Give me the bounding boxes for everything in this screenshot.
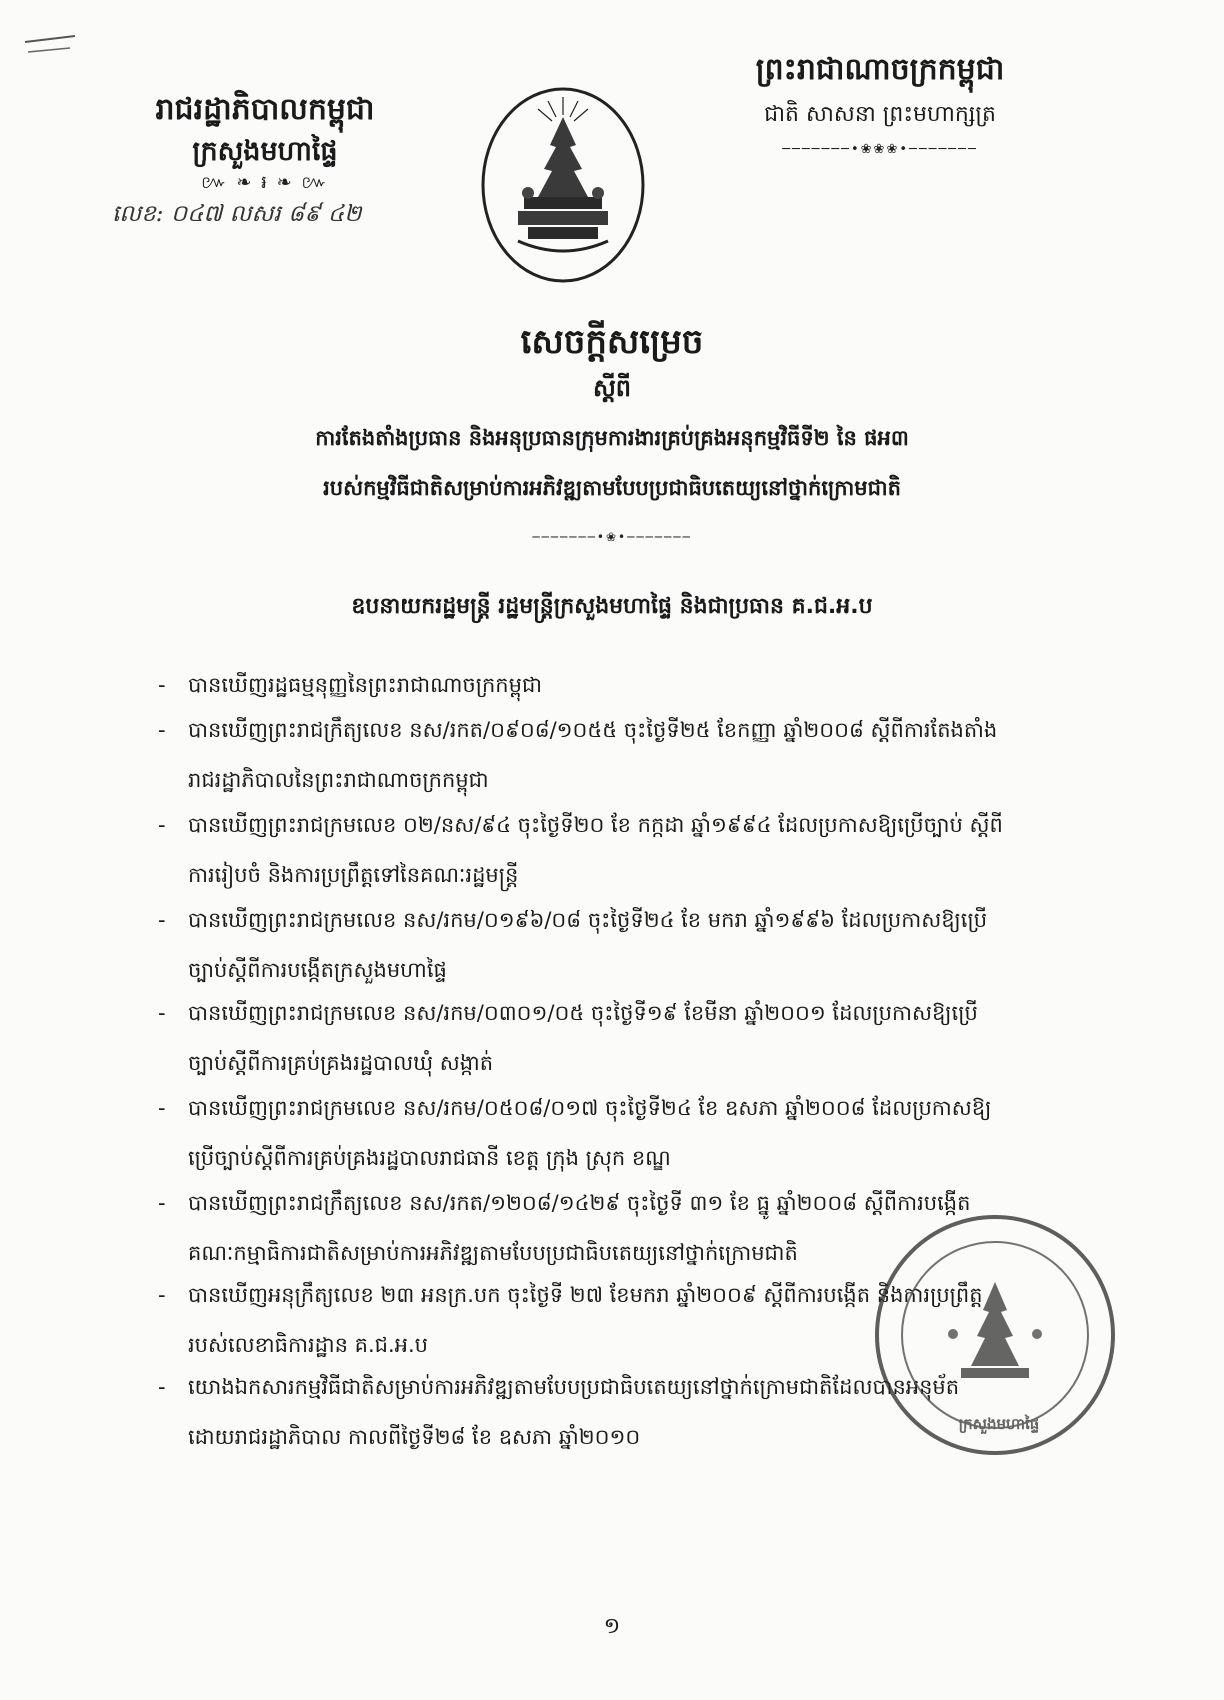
government-name: រាជរដ្ឋាភិបាលកម្ពុជា xyxy=(155,92,375,127)
list-item-text: បានឃើញព្រះរាជក្រឹត្យលេខ នស/រកត/០៩០៨/១០៥៥ ចុះថ្ងៃទី២៥ ខែកញ្ញា ឆ្នាំ២០០៨ ស្តីពីការតែងតាំង xyxy=(188,718,998,742)
list-dash: - xyxy=(158,1375,166,1399)
header-right-ornament: ───────•❀❀❀•─────── xyxy=(782,142,978,157)
list-item-text: បានឃើញអនុក្រឹត្យលេខ ២៣ អនក្រ.បក ចុះថ្ងៃទី ២៧ ខែមករា ឆ្នាំ២០០៩ ស្តីពីការបង្កើត និងការប្រព្រឹត្ត xyxy=(188,1283,983,1307)
title-divider: ───────•❀•─────── xyxy=(532,530,692,544)
list-item xyxy=(158,800,1198,900)
list-item-continuation: ច្បាប់ស្តីពីការបង្កើតក្រសួងមហាផ្ទៃ xyxy=(188,958,447,982)
page-number: ១ xyxy=(603,1614,621,1639)
reference-number: លេខ: ០៤៧ លសរ ៨៩ ៤២ xyxy=(112,201,362,227)
document-subtitle: ស្តីពី xyxy=(592,374,632,402)
official-seal-stamp xyxy=(875,1215,1115,1455)
header-left-ornament: ៚ ❧ ៛ ❧ ៚ xyxy=(201,172,329,193)
subject-line-1: ការតែងតាំងប្រធាន និងអនុប្រធានក្រុមការងារគ្រប់គ្រងអនុកម្មវិធីទី២ នៃ ផអ៣ xyxy=(315,426,909,450)
list-item xyxy=(158,988,1198,1088)
ministry-name: ក្រសួងមហាផ្ទៃ xyxy=(192,136,338,167)
seal-emblem-icon xyxy=(939,1274,1051,1394)
list-dash: - xyxy=(158,1096,166,1120)
list-dash: - xyxy=(158,1283,166,1307)
list-dash: - xyxy=(158,718,166,742)
list-item xyxy=(158,895,1198,995)
list-dash: - xyxy=(158,813,166,837)
list-item-text: បានឃើញព្រះរាជក្រមលេខ ០២/នស/៩៤ ចុះថ្ងៃទី២០ ខែ កក្កដា ឆ្នាំ១៩៩៤ ដែលប្រកាសឱ្យប្រើច្បាប់ ស្តីពី xyxy=(188,813,1003,837)
list-item xyxy=(158,705,1198,805)
subject-line-2: របស់កម្មវិធីជាតិសម្រាប់ការអភិវឌ្ឍតាមបែបប្រជាធិបតេយ្យនៅថ្នាក់ក្រោមជាតិ xyxy=(323,476,901,500)
list-item xyxy=(158,660,1198,710)
list-dash: - xyxy=(158,1001,166,1025)
list-item-text: បានឃើញព្រះរាជក្រមលេខ នស/រកម/០៥០៨/០១៧ ចុះថ្ងៃទី២៤ ខែ ឧសភា ឆ្នាំ២០០៨ ដែលប្រកាសឱ្យ xyxy=(188,1096,992,1120)
scan-mark xyxy=(20,30,80,70)
issuing-authority: ឧបនាយករដ្ឋមន្ត្រី រដ្ឋមន្ត្រីក្រសួងមហាផ្ទៃ និងជាប្រធាន គ.ជ.អ.ប xyxy=(351,594,873,619)
list-item-continuation: រាជរដ្ឋាភិបាលនៃព្រះរាជាណាចក្រកម្ពុជា xyxy=(188,768,489,792)
list-item-continuation: ប្រើច្បាប់ស្តីពីការគ្រប់គ្រងរដ្ឋបាលរាជធានី ខេត្ត ក្រុង ស្រុក ខណ្ឌ xyxy=(188,1146,671,1170)
seal-text: ក្រសួងមហាផ្ទៃ xyxy=(958,1415,1040,1433)
ministry-emblem-logo xyxy=(478,85,648,285)
list-item-text: បានឃើញព្រះរាជក្រមលេខ នស/រកម/០៣០១/០៥ ចុះថ្ងៃទី១៩ ខែមីនា ឆ្នាំ២០០១ ដែលប្រកាសឱ្យប្រើ xyxy=(188,1001,978,1025)
list-item-continuation: ច្បាប់ស្តីពីការគ្រប់គ្រងរដ្ឋបាលឃុំ សង្កាត់ xyxy=(188,1051,494,1075)
list-item-text: បានឃើញព្រះរាជក្រឹត្យលេខ នស/រកត/១២០៨/១៤២៩ ចុះថ្ងៃទី ៣១ ខែ ធ្នូ ឆ្នាំ២០០៨ ស្តីពីការបង្កើត xyxy=(188,1191,971,1215)
document-title: សេចក្តីសម្រេច xyxy=(520,322,704,362)
list-item-text: បានឃើញរដ្ឋធម្មនុញ្ញនៃព្រះរាជាណាចក្រកម្ពុជា xyxy=(188,673,542,697)
kingdom-name: ព្រះរាជាណាចក្រកម្ពុជា xyxy=(755,52,1005,87)
list-dash: - xyxy=(158,908,166,932)
list-item-continuation: របស់លេខាធិការដ្ឋាន គ.ជ.អ.ប xyxy=(188,1333,428,1357)
list-dash: - xyxy=(158,673,166,697)
list-item-text: យោងឯកសារកម្មវិធីជាតិសម្រាប់ការអភិវឌ្ឍតាមបែបប្រជាធិបតេយ្យនៅថ្នាក់ក្រោមជាតិដែលបានអនុម័ត xyxy=(188,1375,960,1399)
list-dash: - xyxy=(158,1191,166,1215)
list-item-continuation: គណៈកម្មាធិការជាតិសម្រាប់ការអភិវឌ្ឍតាមបែបប្រជាធិបតេយ្យនៅថ្នាក់ក្រោមជាតិ xyxy=(188,1241,798,1265)
list-item-text: បានឃើញព្រះរាជក្រមលេខ នស/រកម/០១៩៦/០៨ ចុះថ្ងៃទី២៤ ខែ មករា ឆ្នាំ១៩៩៦ ដែលប្រកាសឱ្យប្រើ xyxy=(188,908,988,932)
list-item-continuation: ការរៀបចំ និងការប្រព្រឹត្តទៅនៃគណៈរដ្ឋមន្ត្រី xyxy=(188,863,519,887)
list-item-continuation: ដោយរាជរដ្ឋាភិបាល កាលពីថ្ងៃទី២៨ ខែ ឧសភា ឆ្នាំ២០១០ xyxy=(188,1425,641,1449)
national-motto: ជាតិ សាសនា ព្រះមហាក្សត្រ xyxy=(764,102,996,127)
list-item xyxy=(158,1083,1198,1183)
